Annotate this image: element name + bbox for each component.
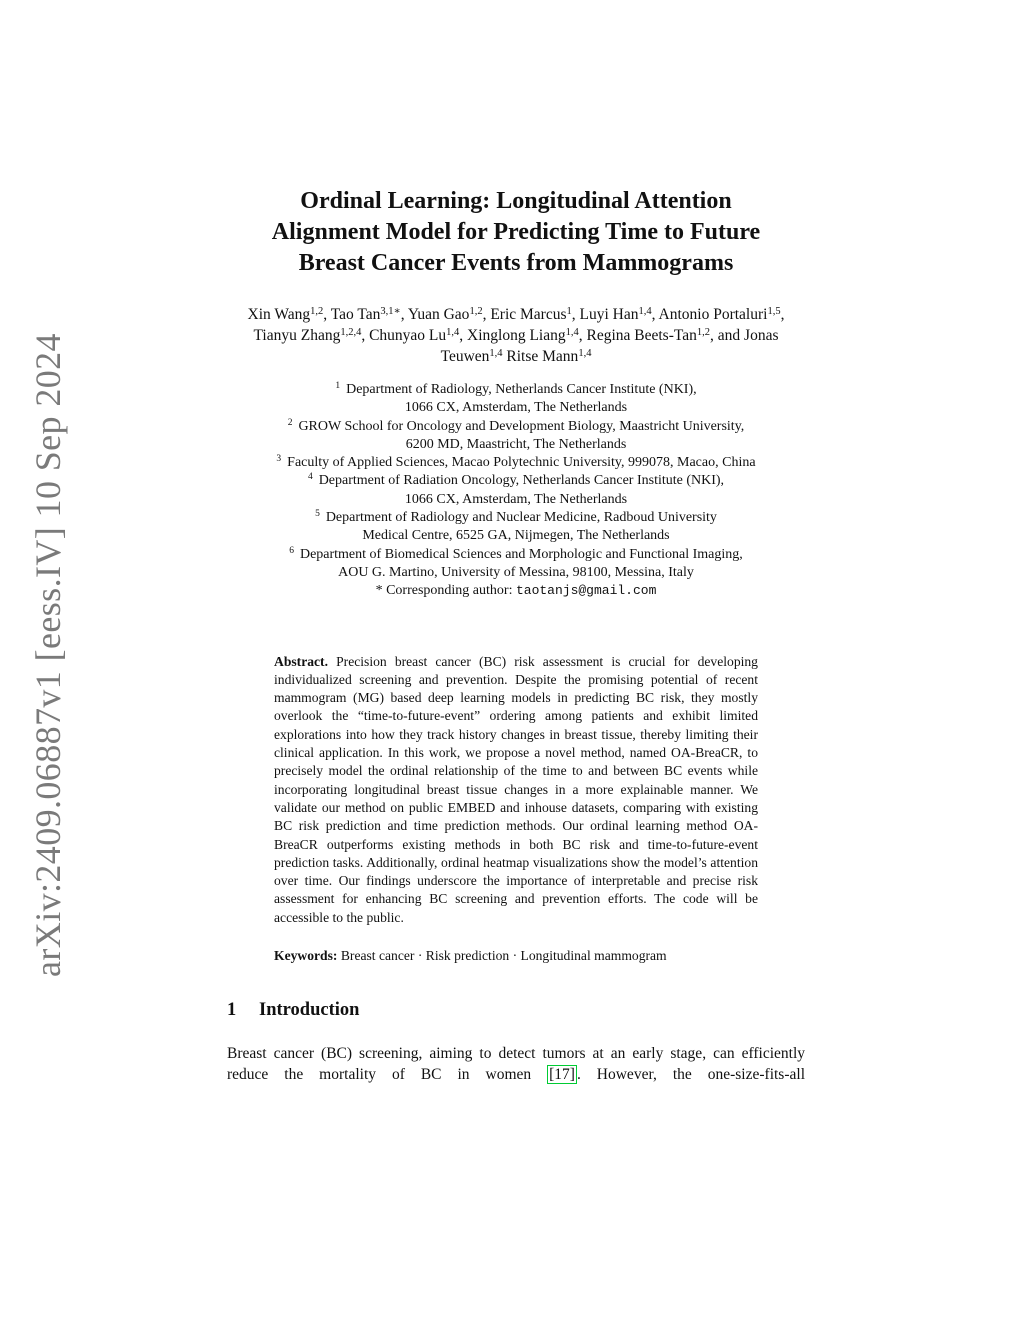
- author-list: [227, 304, 805, 367]
- affiliation-line: Department of Biomedical Sciences and Morphologic and Functional Imaging,: [299, 546, 743, 562]
- author-affiliation-mark: 3,1∗: [380, 306, 401, 317]
- intro-paragraph: [227, 1043, 805, 1085]
- author-separator: ,: [323, 306, 331, 323]
- affiliation-list: [227, 381, 805, 601]
- author-name: Antonio Portaluri: [658, 306, 768, 323]
- corresponding-email: taotanjs@gmail.com: [515, 583, 657, 599]
- affiliation-line: Department of Radiation Oncology, Netherlands Cancer Institute (NKI),: [318, 473, 725, 489]
- affiliation-line: GROW School for Oncology and Development Biology, Maastricht University,: [298, 418, 745, 434]
- affiliation-number: 3: [276, 454, 282, 465]
- author-separator: ,: [361, 327, 370, 344]
- author-separator: ,: [571, 306, 580, 323]
- author-separator: , and: [710, 327, 745, 344]
- affiliation-number: 2: [287, 417, 293, 428]
- affiliation-line: 6200 MD, Maastricht, The Netherlands: [405, 436, 627, 452]
- section-heading: [227, 999, 805, 1021]
- author-name: Chunyao Lu: [369, 327, 447, 344]
- author-affiliation-mark: 1: [566, 306, 572, 317]
- paper-title: [227, 186, 805, 279]
- author-separator: ,: [482, 306, 491, 323]
- author-separator: ,: [651, 306, 659, 323]
- author-name: Yuan Gao: [407, 306, 470, 323]
- abstract-label: Abstract.: [274, 653, 328, 669]
- keywords: [274, 947, 758, 965]
- author-name: Tao Tan: [330, 306, 381, 323]
- affiliation-item: [227, 472, 805, 509]
- intro-text-after: . However, the one-size-fits-all: [576, 1066, 805, 1084]
- section-title: Introduction: [259, 1000, 360, 1021]
- keywords-text: Breast cancer · Risk prediction · Longitudinal mammogram: [340, 948, 667, 964]
- page-column: [227, 186, 805, 1085]
- author-name: Luyi Han: [579, 306, 639, 323]
- author-affiliation-mark: 1,4: [578, 348, 592, 359]
- author-affiliation-mark: 1,5: [767, 306, 781, 317]
- affiliation-item: [227, 418, 805, 455]
- title-line-3: Breast Cancer Events from Mammograms: [298, 250, 734, 276]
- affiliation-line: Medical Centre, 6525 GA, Nijmegen, The Netherlands: [362, 528, 670, 544]
- author-separator: ,: [459, 327, 468, 344]
- author-name: Tianyu Zhang: [253, 327, 341, 344]
- abstract-text: Precision breast cancer (BC) risk assessment is crucial for developing individualized screening and prevention. Despite the promising potential of recent mammogram (MG) based deep learning models in predicting BC risk, they mostly overlook the “time-to-future-event” ordering among patients and exhibit limited explorations into how they track history changes in breast tissue, thereby limiting their clinical application. In this work, we propose a novel method, named OA-BreaCR, to precisely model the ordinal relationship of the time to and between BC events while incorporating longitudinal breast tissue changes in a more explainable manner. We validate our method on public EMBED and inhouse datasets, comparing with existing BC risk prediction and time prediction methods. Our ordinal learning method OA-BreaCR outperforms existing methods in both BC risk and time-to-future-event prediction tasks. Additionally, ordinal heatmap visualizations show the model’s attention over time. Our findings underscore the importance of interpretable and precise risk assessment for enhancing BC screening and prevention efforts. The code will be accessible to the public.: [274, 653, 758, 925]
- author-name: Regina Beets-Tan: [586, 327, 697, 344]
- author-separator: ,: [578, 327, 587, 344]
- author-affiliation-mark: 1,4: [638, 306, 652, 317]
- author-affiliation-mark: 1,4: [489, 348, 503, 359]
- affiliation-item: [227, 509, 805, 546]
- author-affiliation-mark: 1,4: [446, 327, 460, 338]
- author-affiliation-mark: 1,2: [310, 306, 324, 317]
- affiliation-line: Faculty of Applied Sciences, Macao Polytechnic University, 999078, Macao, China: [287, 455, 756, 471]
- author-name: Jonas Teuwen: [440, 327, 779, 365]
- corresponding-author: [227, 582, 805, 600]
- affiliation-number: 6: [289, 545, 294, 556]
- author-name: Eric Marcus: [490, 306, 567, 323]
- affiliation-item: [227, 454, 805, 472]
- abstract: [274, 653, 758, 927]
- author-affiliation-mark: 1,2: [696, 327, 711, 338]
- author-affiliation-mark: 1,2,4: [340, 327, 362, 338]
- author-name: Xin Wang: [247, 306, 311, 323]
- affiliation-number: 4: [307, 472, 313, 483]
- title-line-1: Ordinal Learning: Longitudinal Attention: [300, 188, 732, 214]
- affiliation-item: [227, 381, 805, 418]
- author-affiliation-mark: 1,2: [469, 306, 483, 317]
- title-line-2: Alignment Model for Predicting Time to Future: [271, 219, 761, 245]
- author-affiliation-mark: 1,4: [565, 327, 579, 338]
- affiliation-number: 1: [335, 381, 341, 391]
- keywords-label: Keywords:: [274, 948, 338, 964]
- author-name: Xinglong Liang: [467, 327, 566, 344]
- corresponding-label: * Corresponding author:: [375, 583, 516, 599]
- section-number: 1: [227, 1000, 237, 1021]
- affiliation-item: [227, 546, 805, 583]
- affiliation-line: 1066 CX, Amsterdam, The Netherlands: [404, 400, 628, 416]
- affiliation-number: 5: [315, 509, 320, 520]
- author-separator: ,: [780, 306, 785, 323]
- author-separator: ,: [400, 306, 408, 323]
- arxiv-stamp: [4, 0, 84, 1325]
- arxiv-identifier: arXiv:2409.06887v1 [eess.IV] 10 Sep 2024: [28, 333, 68, 977]
- author-name: Ritse Mann: [506, 348, 579, 365]
- citation-link[interactable]: [17]: [549, 1066, 575, 1084]
- affiliation-line: Department of Radiology and Nuclear Medicine, Radboud University: [325, 510, 717, 526]
- affiliation-line: Department of Radiology, Netherlands Cancer Institute (NKI),: [346, 382, 697, 397]
- intro-text-before: Breast cancer (BC) screening, aiming to detect tumors at an early stage, can efficiently reduce the mortality of BC in women: [227, 1045, 805, 1084]
- affiliation-line: 1066 CX, Amsterdam, The Netherlands: [404, 491, 628, 507]
- affiliation-line: AOU G. Martino, University of Messina, 98100, Messina, Italy: [338, 564, 694, 580]
